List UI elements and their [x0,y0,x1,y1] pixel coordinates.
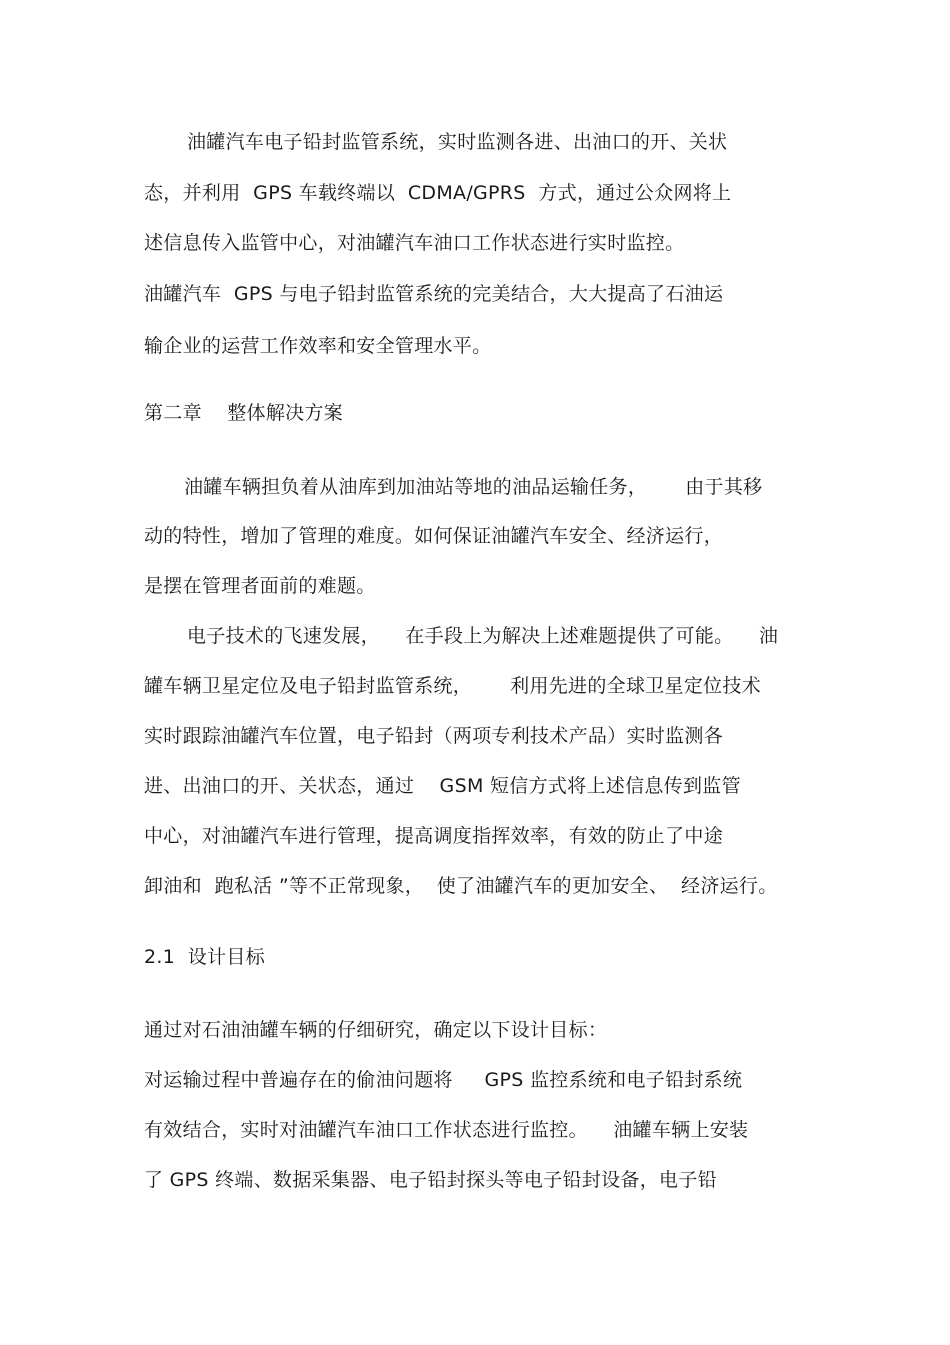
text-line: 中心，对油罐汽车进行管理，提高调度指挥效率，有效的防止了中途 [144,825,724,847]
text-line: 油罐汽车 GPS 与电子铅封监管系统的完美结合，大大提高了石油运 [144,283,724,305]
text-line: 有效结合，实时对油罐汽车油口工作状态进行监控。 油罐车辆上安装 [144,1119,749,1141]
text-line: 进、出油口的开、关状态，通过 GSM 短信方式将上述信息传到监管 [144,775,741,797]
text-line: 述信息传入监管中心，对油罐汽车油口工作状态进行实时监控。 [144,232,685,254]
text-line: 态，并利用 GPS 车载终端以 CDMA/GPRS 方式，通过公众网将上 [144,182,732,204]
text-line: 油罐汽车电子铅封监管系统，实时监测各进、出油口的开、关状 [187,131,728,153]
text-line: 对运输过程中普遍存在的偷油问题将 GPS 监控系统和电子铅封系统 [144,1069,743,1091]
text-line: 是摆在管理者面前的难题。 [144,575,376,597]
text-line: 电子技术的飞速发展， 在手段上为解决上述难题提供了可能。 油 [187,625,779,647]
text-line: 实时跟踪油罐汽车位置，电子铅封（两项专利技术产品）实时监测各 [144,725,724,747]
text-line: 罐车辆卫星定位及电子铅封监管系统， 利用先进的全球卫星定位技术 [144,675,762,697]
text-line: 油罐车辆担负着从油库到加油站等地的油品运输任务， 由于其移 [184,476,763,498]
section-heading: 2.1 设计目标 [144,946,265,968]
text-line: 输企业的运营工作效率和安全管理水平。 [144,335,492,357]
chapter-heading: 第二章 整体解决方案 [144,402,344,424]
text-line: 动的特性，增加了管理的难度。如何保证油罐汽车安全、经济运行， [144,525,724,547]
text-line: 卸油和 跑私活 ”等不正常现象， 使了油罐汽车的更加安全、 经济运行。 [144,875,778,897]
text-line: 通过对石油油罐车辆的仔细研究，确定以下设计目标： [144,1019,608,1041]
text-line: 了 GPS 终端、数据采集器、电子铅封探头等电子铅封设备，电子铅 [144,1169,717,1191]
